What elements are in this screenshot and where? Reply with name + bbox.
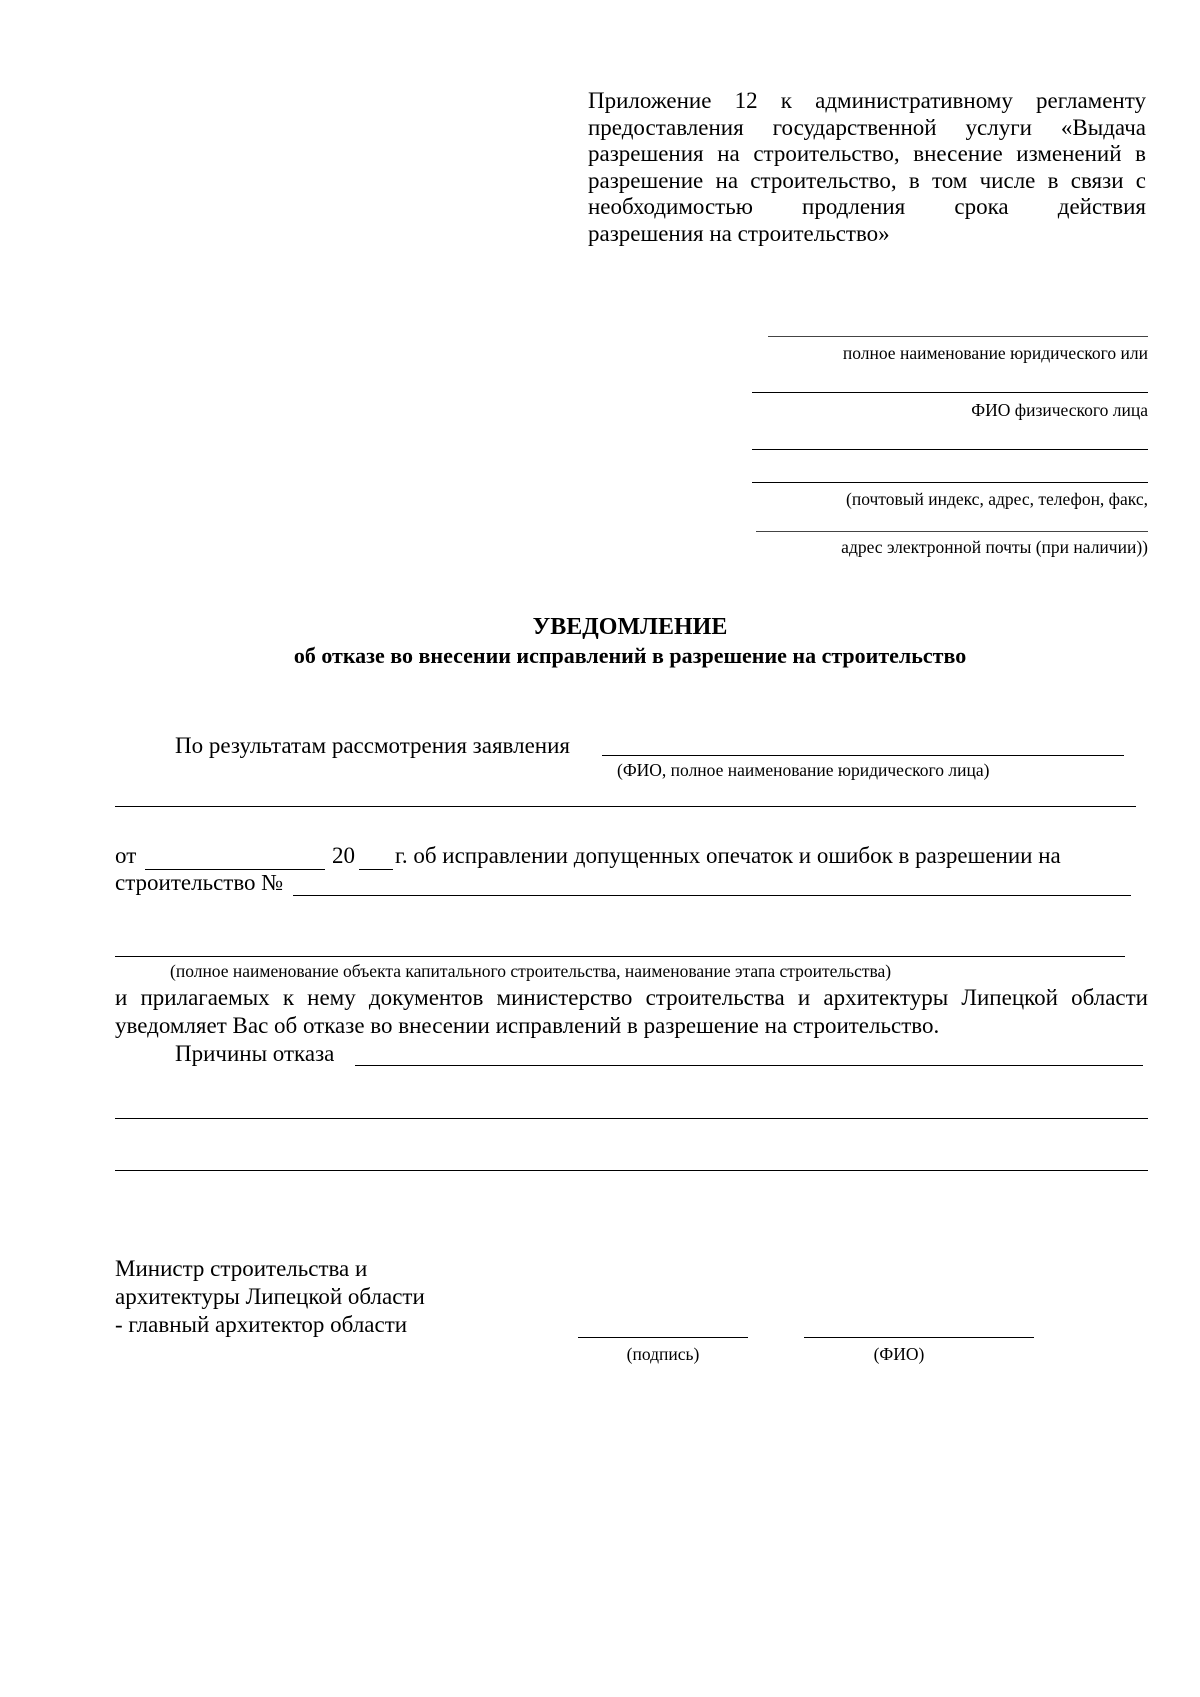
recipient-line-5 xyxy=(756,531,1148,532)
appendix-line: разрешения на строительство» xyxy=(588,220,890,246)
recipient-caption-4: адрес электронной почты (при наличии)) xyxy=(841,537,1148,557)
object-caption: (полное наименование объекта капитального строительства, наименование этапа строительства) xyxy=(170,961,892,981)
appendix-line: разрешения на строительство, внесение изменений в xyxy=(588,141,1146,166)
permit-number-blank xyxy=(293,895,1131,896)
recipient-caption-2: ФИО физического лица xyxy=(971,400,1148,420)
reasons-blank-2 xyxy=(115,1118,1148,1119)
appendix-line: необходимостью продления срока действия xyxy=(588,194,1146,219)
reasons-blank-3 xyxy=(115,1170,1148,1171)
recipient-line-1 xyxy=(768,336,1148,337)
name-blank xyxy=(804,1337,1034,1338)
applicant-blank-continued xyxy=(115,806,1136,807)
document-subtitle: об отказе во внесении исправлений в разрешение на строительство xyxy=(293,643,967,668)
from-prefix: от xyxy=(115,843,137,868)
appendix-line: предоставления государственной услуги «Выдача xyxy=(588,114,1146,140)
applicant-blank xyxy=(602,755,1124,756)
intro-text: По результатам рассмотрения заявления xyxy=(175,733,570,758)
appendix-line: Приложение 12 к административному регламенту xyxy=(588,88,1146,113)
from-suffix: г. об исправлении допущенных опечаток и ошибок в разрешении на xyxy=(395,843,1061,868)
signature-blank xyxy=(578,1337,748,1338)
signer-position-line-3: - главный архитектор области xyxy=(115,1312,408,1337)
name-caption: (ФИО) xyxy=(873,1344,925,1364)
signer-position-line-2: архитектуры Липецкой области xyxy=(115,1284,425,1309)
reasons-label: Причины отказа xyxy=(175,1041,335,1066)
signature-caption: (подпись) xyxy=(626,1344,700,1364)
object-blank xyxy=(115,956,1125,957)
signer-position-line-1: Министр строительства и xyxy=(115,1256,368,1281)
recipient-line-4 xyxy=(752,482,1148,483)
appendix-line: разрешение на строительство, в том числе в связи с xyxy=(588,167,1146,193)
permit-number-label: строительство № xyxy=(115,870,284,895)
recipient-line-3 xyxy=(752,449,1148,450)
paragraph-line-1: и прилагаемых к нему документов министерство строительства и архитектуры Липецкой области xyxy=(115,985,1148,1010)
year-prefix: 20 xyxy=(332,843,355,868)
paragraph-line-2: уведомляет Вас об отказе во внесении исправлений в разрешение на строительство. xyxy=(115,1013,940,1038)
appendix-note xyxy=(588,88,1146,247)
year-blank xyxy=(359,869,393,870)
recipient-caption-1: полное наименование юридического или xyxy=(842,343,1148,363)
recipient-caption-3: (почтовый индекс, адрес, телефон, факс, xyxy=(846,489,1148,509)
applicant-caption: (ФИО, полное наименование юридического лица) xyxy=(617,760,990,780)
recipient-line-2 xyxy=(752,392,1148,393)
document-title: УВЕДОМЛЕНИЕ xyxy=(532,614,728,640)
reasons-blank-1 xyxy=(355,1065,1143,1066)
